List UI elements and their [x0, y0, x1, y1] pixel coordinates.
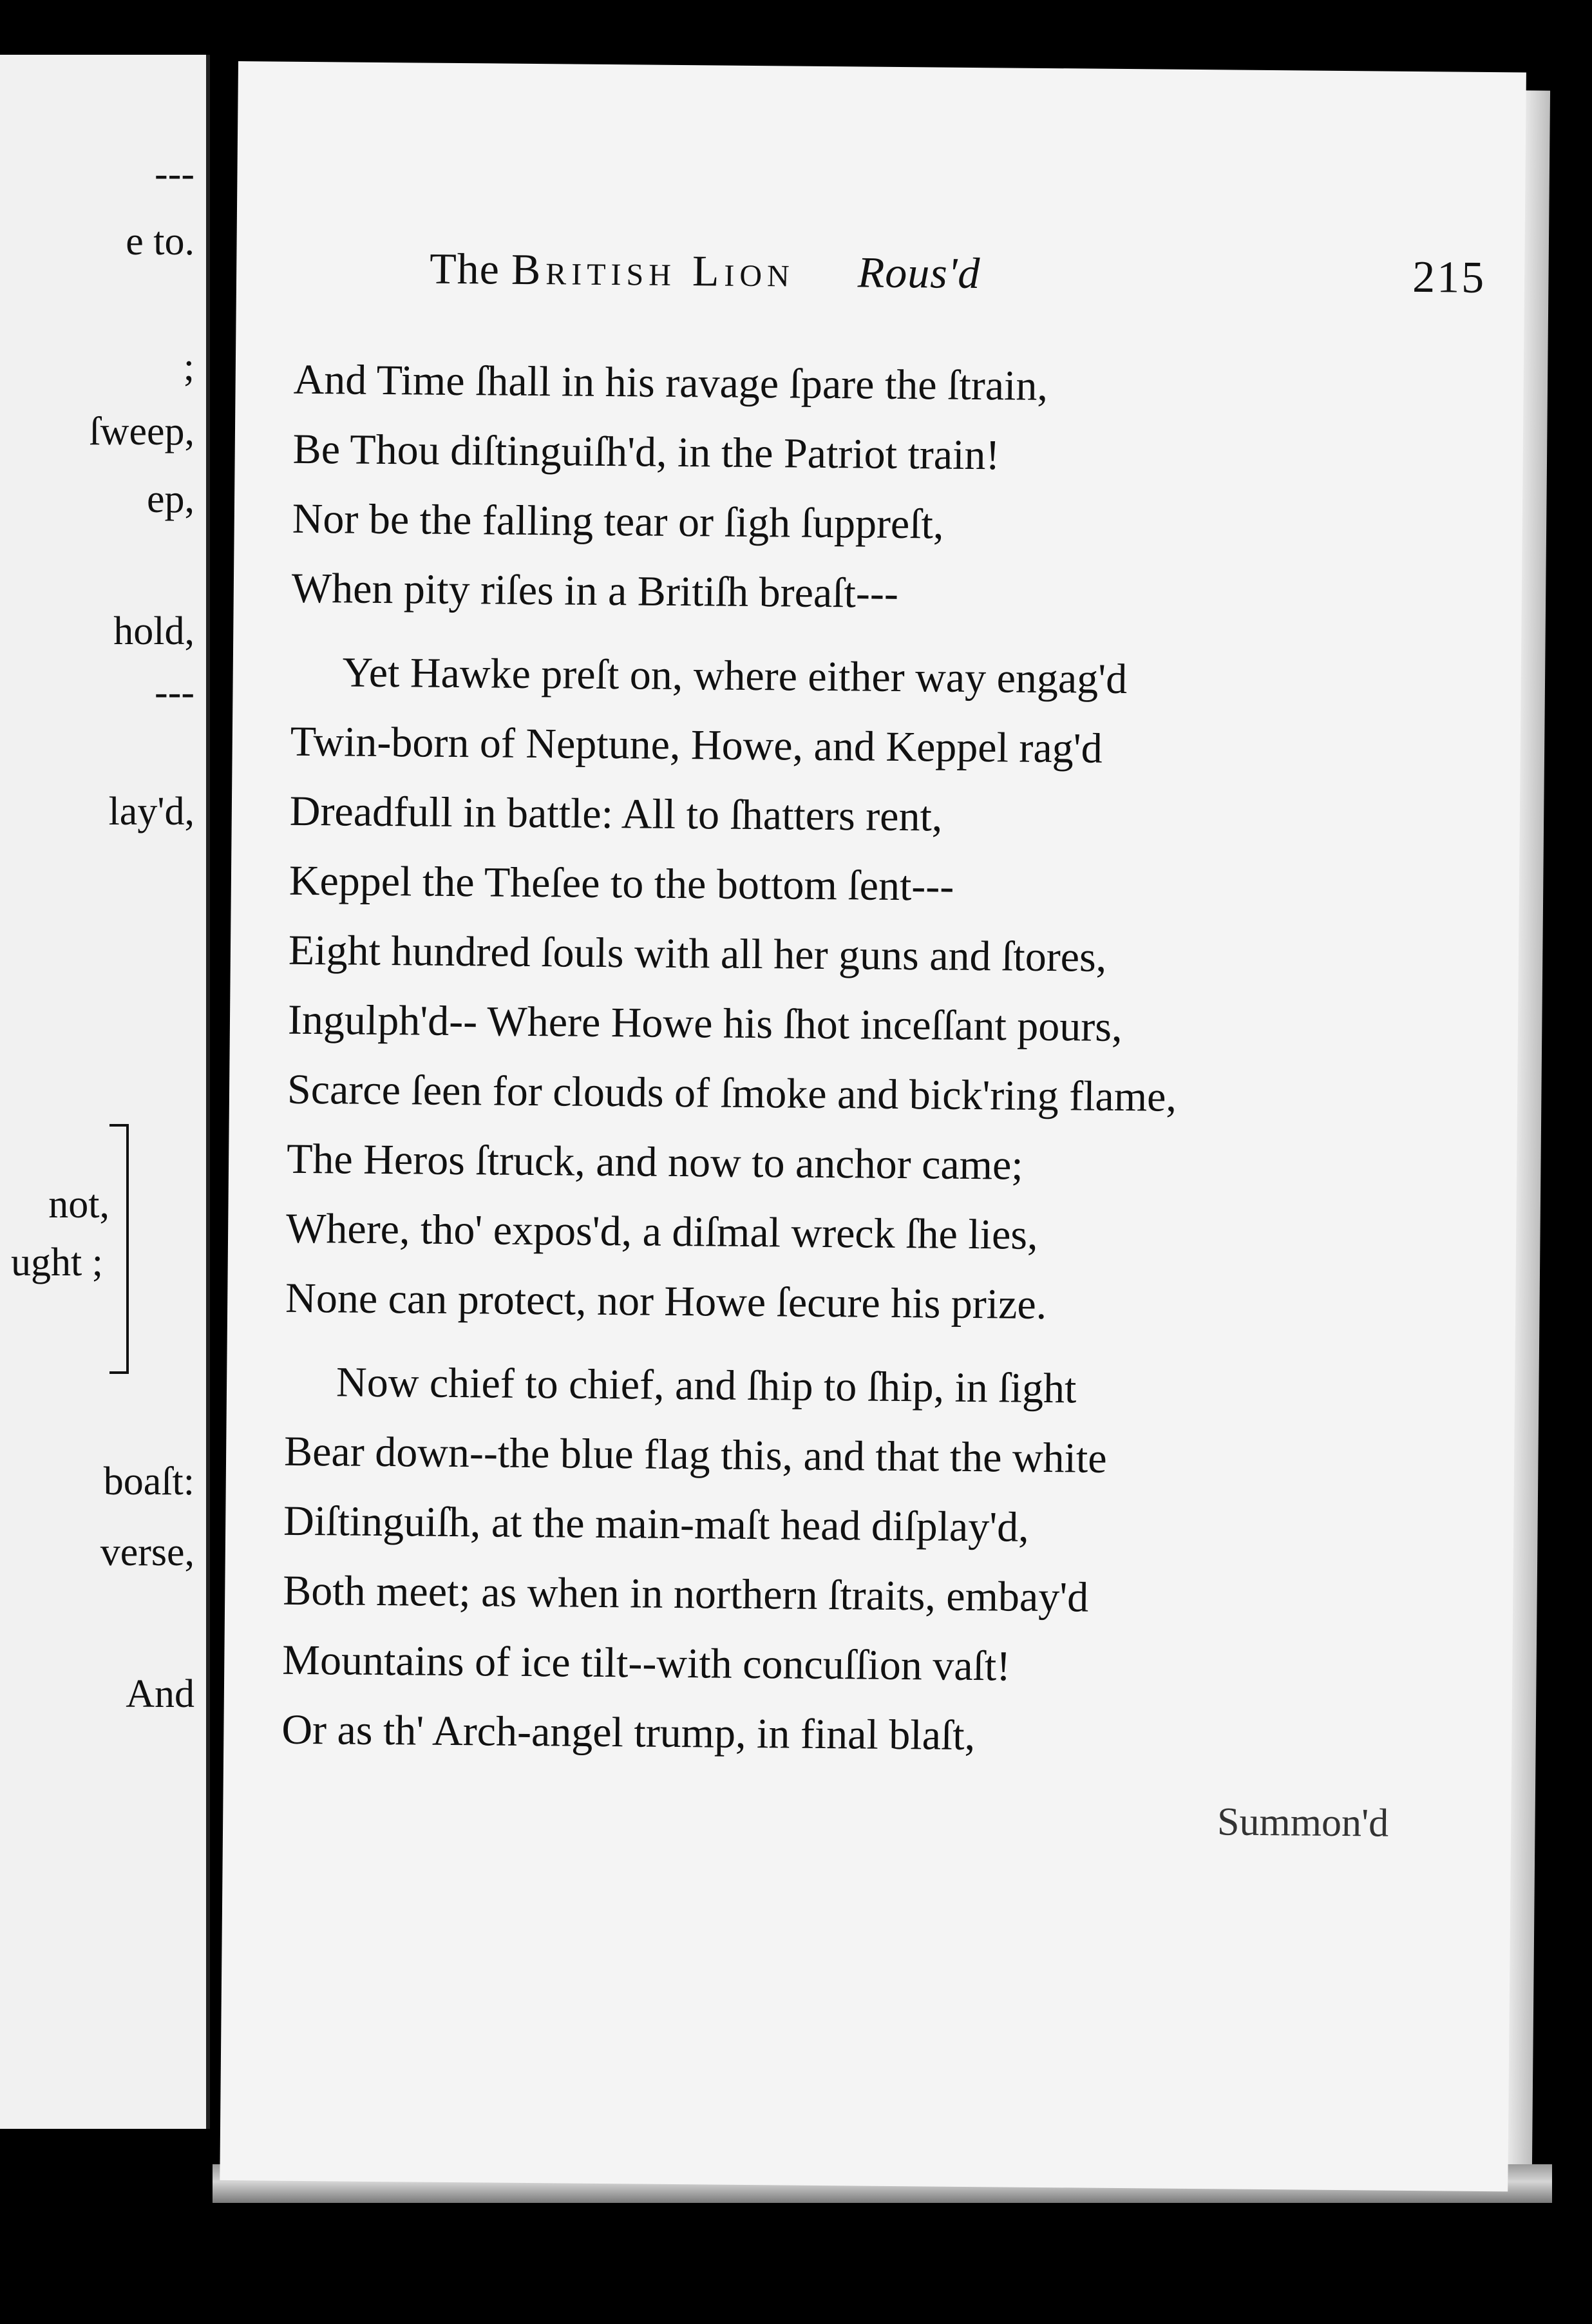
verse-line: Bear down--the blue flag this, and that the white — [283, 1427, 1107, 1482]
verse-line: Keppel the Theſee to the bottom ſent--- — [289, 857, 954, 910]
verse-line: Eight hundred ſouls with all her guns and ſtores, — [288, 926, 1107, 981]
verse-line: Mountains of ice tilt--with concuſſion vaſt! — [282, 1636, 1011, 1690]
verse-line: Diſtinguiſh, at the main-maſt head diſplay'd, — [283, 1497, 1029, 1551]
catchword: Summon'd — [1217, 1800, 1389, 1845]
verse-line: The Heros ſtruck, and now to anchor came; — [286, 1135, 1023, 1189]
brace-ornament — [109, 1124, 129, 1374]
verse-line: Now chief to chief, and ſhip to ſhip, in ſight — [336, 1358, 1077, 1413]
left-line: ſweep, — [89, 410, 194, 453]
left-line: --- — [155, 671, 194, 714]
left-line: not, — [48, 1183, 109, 1226]
running-head — [430, 243, 1486, 303]
book-page — [220, 61, 1526, 2191]
left-line: boaſt: — [103, 1460, 194, 1503]
verse-line: None can protect, nor Howe ſecure his prize. — [285, 1274, 1047, 1329]
verse-line: Dreadfull in battle: All to ſhatters rent, — [289, 787, 943, 841]
left-line: e to. — [126, 220, 194, 263]
left-facing-page — [0, 55, 210, 2129]
verse-line: Ingulph'd-- Where Howe his ſhot inceſſant pours, — [287, 996, 1123, 1051]
verse-line: Scarce ſeen for clouds of ſmoke and bick'ring flame, — [287, 1065, 1177, 1121]
left-line: --- — [155, 152, 194, 196]
verse-line: Twin-born of Neptune, Howe, and Keppel rag'd — [290, 718, 1103, 772]
page-number: 215 — [1412, 252, 1486, 303]
verse-line: Both meet; as when in northern ſtraits, embay'd — [282, 1567, 1089, 1621]
verse-line: Nor be the falling tear or ſigh ſuppreſt, — [292, 495, 944, 548]
verse-block — [281, 345, 1401, 1775]
verse-line: Yet Hawke preſt on, where either way engag'd — [342, 649, 1128, 703]
left-line: ; — [183, 345, 194, 389]
left-line: ught ; — [11, 1241, 103, 1284]
left-line: ep, — [146, 477, 194, 521]
verse-line: When pity riſes in a Britiſh breaſt--- — [291, 564, 899, 617]
left-line: verse, — [100, 1530, 194, 1574]
verse-line: Be Thou diſtinguiſh'd, in the Patriot train! — [292, 425, 1000, 479]
left-line: And — [126, 1672, 194, 1716]
verse-line: Or as th' Arch-angel trump, in final blaſt, — [281, 1706, 976, 1760]
verse-line: And Time ſhall in his ravage ſpare the ſtrain, — [293, 356, 1048, 410]
verse-line: Where, tho' expos'd, a diſmal wreck ſhe lies, — [285, 1205, 1038, 1259]
left-line: hold, — [113, 609, 194, 653]
running-head-italic: Rous'd — [857, 247, 981, 298]
running-head-title: British Lion — [511, 244, 795, 296]
left-line: lay'd, — [108, 790, 194, 833]
running-head-article: The — [429, 243, 500, 294]
